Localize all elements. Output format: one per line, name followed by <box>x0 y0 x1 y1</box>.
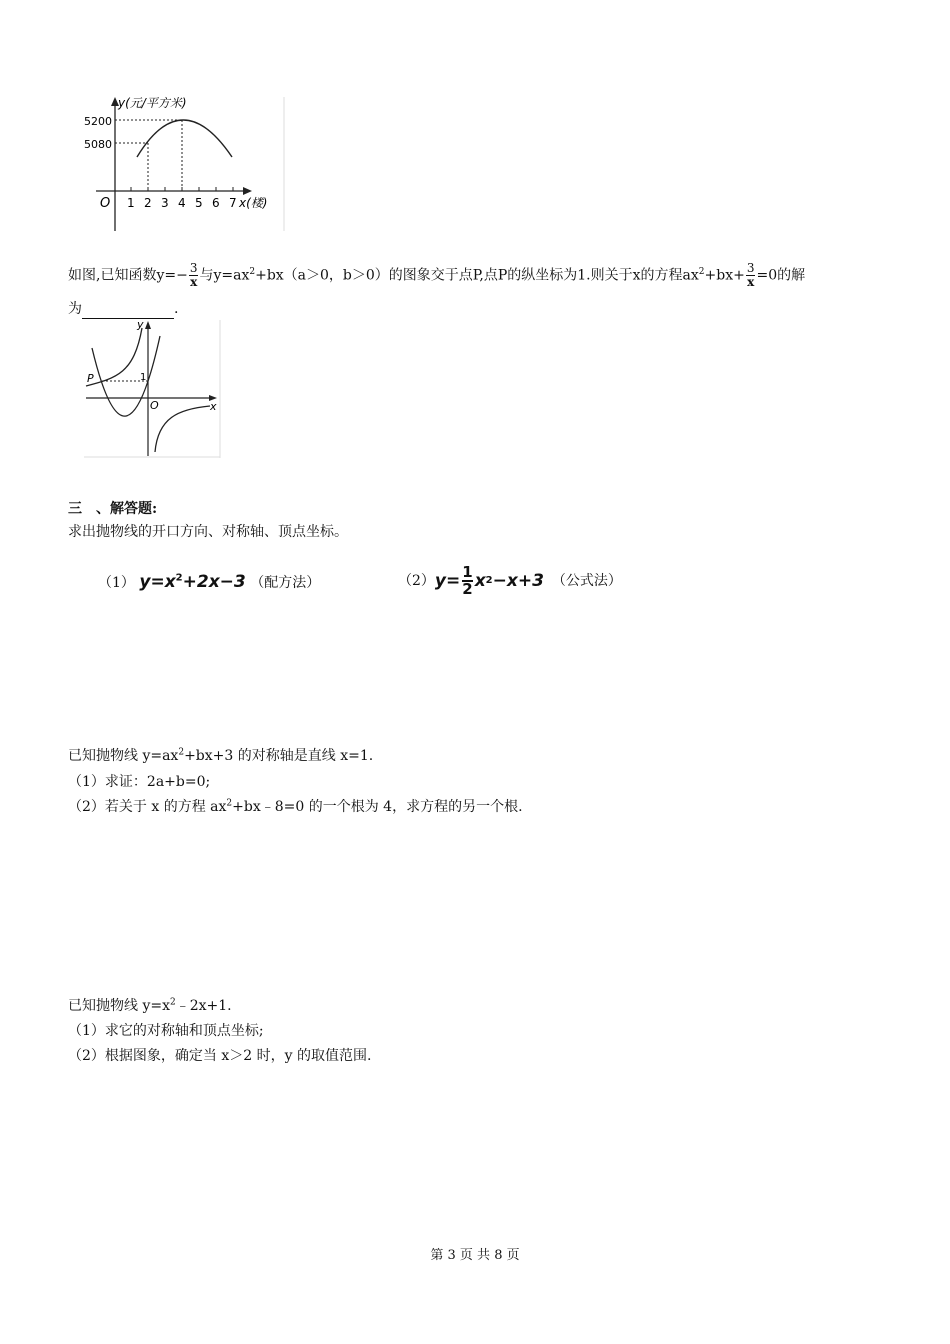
y-tick-5200: 5200 <box>84 115 112 128</box>
fill-question-line2: 为 . <box>68 301 179 317</box>
svg-text:7: 7 <box>229 196 237 210</box>
x-label: x <box>210 400 217 413</box>
fill-question-line1: 如图,已知函数y=− $\frac{3}{x}$ 与$y=ax^2+bx(a>0$，b＞0）的图象交于点P,点P的纵坐标为1.则关于x的方程$ax^2+bx+$ $\frac{3}{x}$ =0的解 <box>68 261 806 289</box>
q3-part1: （1）求它的对称轴和顶点坐标; <box>68 1023 264 1039</box>
svg-text:1: 1 <box>127 196 135 210</box>
origin-label: O <box>150 399 159 412</box>
fraction-3-over-x: $\frac{3}{x}$ <box>189 261 198 289</box>
one-label: 1 <box>140 372 147 383</box>
q1-part1: （1） $y=x^2+2x-3$ （配方法） <box>98 572 321 592</box>
x-axis-label: x(楼) <box>239 196 268 210</box>
q1-equation-2: y= $\frac{1}{2}$ x 2 −x+3 <box>434 563 544 598</box>
y-axis-arrow <box>145 321 151 329</box>
section-heading: 三 、解答题: <box>68 501 158 517</box>
y-axis-label: y(元/平方米) <box>118 96 187 110</box>
figure-price-by-floor <box>82 95 292 233</box>
q3-stem: 已知抛物线 $y=x^2﹣2x+1$. <box>68 997 232 1014</box>
fraction-3-over-x-2: $\frac{3}{x}$ <box>746 261 755 289</box>
svg-text:3: 3 <box>161 196 169 210</box>
y-tick-5080: 5080 <box>84 138 112 151</box>
svg-text:4: 4 <box>178 196 186 210</box>
q1-equation-1: $y=x^2+2x-3$ <box>139 572 246 592</box>
svg-text:6: 6 <box>212 196 220 210</box>
hyperbola-right <box>155 406 210 452</box>
svg-text:5: 5 <box>195 196 203 210</box>
figure-parabola-hyperbola <box>82 318 222 460</box>
q1-stem: 求出抛物线的开口方向、对称轴、顶点坐标。 <box>68 524 348 540</box>
fraction-one-half: $\frac{1}{2}$ <box>462 563 473 598</box>
q2-stem: 已知抛物线 $y=ax^2+bx+3$ 的对称轴是直线 x=1. <box>68 747 374 764</box>
y-label: y <box>137 318 144 331</box>
q1-part2: （2） y= $\frac{1}{2}$ x 2 −x+3 （公式法） <box>398 563 622 598</box>
svg-text:2: 2 <box>144 196 152 210</box>
q3-part2: （2）根据图象，确定当 x＞2 时，y 的取值范围. <box>68 1048 372 1064</box>
point-p-label: P <box>87 372 94 385</box>
page-footer: 第 3 页 共 8 页 <box>430 1248 520 1263</box>
answer-blank[interactable] <box>82 304 174 319</box>
x-axis-arrow <box>243 187 252 195</box>
origin-label: O <box>100 196 111 211</box>
q2-part2: （2）若关于 x 的方程 $ax^2+bx﹣8=0$ 的一个根为 4，求方程的另一个根. <box>68 798 523 815</box>
q2-part1: （1）求证：2a+b=0; <box>68 774 211 790</box>
price-curve <box>137 120 232 157</box>
